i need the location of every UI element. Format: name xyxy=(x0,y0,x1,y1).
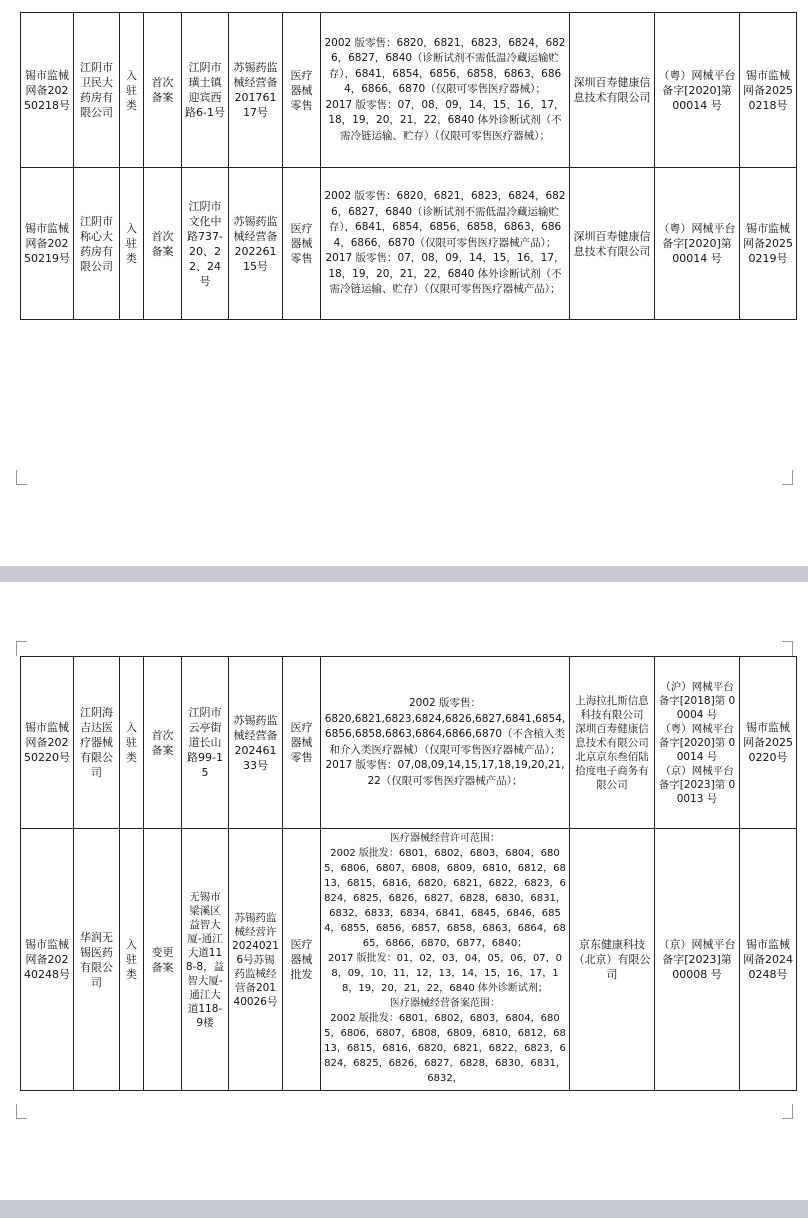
mode-cell: 医疗器械零售 xyxy=(283,657,321,829)
platform-reg-cell: （粤）网械平台备字[2020]第 00014 号 xyxy=(655,168,740,320)
page-corner-mark xyxy=(782,641,793,656)
address-cell: 江阴市璜土镇迎宾西路6-1号 xyxy=(182,13,229,168)
platform-reg-cell: （京）网械平台备字[2023]第 00008 号 xyxy=(655,829,740,1091)
company-cell: 华润无锡医药有限公司 xyxy=(74,829,120,1091)
record-table-1 xyxy=(20,12,797,320)
page-corner-mark xyxy=(16,1104,27,1119)
filing-cell: 首次备案 xyxy=(144,657,182,829)
address-cell: 江阴市云亭街道长山路99-15 xyxy=(182,657,229,829)
mode-cell: 医疗器械批发 xyxy=(283,829,321,1091)
reg-no-cell: 锡市监械网备20250219号 xyxy=(21,168,74,320)
page-gap xyxy=(0,1200,808,1218)
page-top-cut xyxy=(20,0,796,12)
filing-cell: 变更备案 xyxy=(144,829,182,1091)
reg-no-cell: 锡市监械网备20250218号 xyxy=(21,13,74,168)
doc-no-cell: 锡市监械网备20250220号 xyxy=(740,657,797,829)
doc-no-cell: 锡市监械网备20240248号 xyxy=(740,829,797,1091)
page-gap xyxy=(0,566,808,582)
page-corner-mark xyxy=(16,641,27,656)
platform-cell: 深圳百寿健康信息技术有限公司 xyxy=(570,168,655,320)
filing-cell: 首次备案 xyxy=(144,13,182,168)
page-corner-mark xyxy=(782,1104,793,1119)
scope-cell: 2002 版零售：6820，6821，6823，6824，6826，6827，6840（诊断试剂不需低温冷藏运输贮存），6841，6854，6856，6858，6863，6864，6866，6870（仅限可零售医疗器械产品）； 2017 版零售：07，08，09，14，15，16，17，18，19，20，21，22，6840 体外诊断试剂（不需冷链运输、贮存）（仅限可零售医疗器械产品）； xyxy=(321,168,570,320)
mode-cell: 医疗器械零售 xyxy=(283,168,321,320)
platform-reg-cell: （沪）网械平台备字[2018]第 00004 号 （粤）网械平台备字[2020]第 00014 号 （京）网械平台备字[2023]第 00013 号 xyxy=(655,657,740,829)
type-cell: 入驻类 xyxy=(120,13,144,168)
table-row xyxy=(21,13,797,168)
platform-cell: 京东健康科技（北京）有限公司 xyxy=(570,829,655,1091)
table-row xyxy=(21,829,797,1091)
company-cell: 江阴海吉达医疗器械有限公司 xyxy=(74,657,120,829)
page-corner-mark xyxy=(16,470,27,485)
license-cell: 苏锡药监械经营备20246133号 xyxy=(229,657,283,829)
company-cell: 江阴市称心大药房有限公司 xyxy=(74,168,120,320)
license-cell: 苏锡药监械经营备20226115号 xyxy=(229,168,283,320)
scope-cell: 2002 版零售：6820，6821，6823，6824，6826，6827，6840（诊断试剂不需低温冷藏运输贮存），6841，6854，6856，6858，6863，6864，6866，6870（仅限可零售医疗器械）； 2017 版零售：07，08，09，14，15，16，17，18，19，20，21，22，6840 体外诊断试剂（不需冷链运输、贮存）（仅限可零售医疗器械）； xyxy=(321,13,570,168)
license-cell: 苏锡药监械经营许20240216号苏锡药监械经营备20140026号 xyxy=(229,829,283,1091)
scope-cell: 2002 版零售： 6820,6821,6823,6824,6826,6827,6841,6854,6856,6858,6863,6864,6866,6870（不含植入类和介入类医疗器械）（仅限可零售医疗器械产品）； 2017 版零售：07,08,09,14,15,17,18,19,20,21,22（仅限可零售医疗器械产品）； xyxy=(321,657,570,829)
mode-cell: 医疗器械零售 xyxy=(283,13,321,168)
platform-reg-cell: （粤）网械平台备字[2020]第 00014 号 xyxy=(655,13,740,168)
page-1 xyxy=(0,0,808,566)
address-cell: 江阴市文化中路737-20、22、24号 xyxy=(182,168,229,320)
page-corner-mark xyxy=(782,470,793,485)
table-row xyxy=(21,657,797,829)
address-cell: 无锡市梁溪区益智大厦-通江大道118-8，益智大厦-通江大道118-9楼 xyxy=(182,829,229,1091)
reg-no-cell: 锡市监械网备20240248号 xyxy=(21,829,74,1091)
platform-cell: 上海拉扎斯信息科技有限公司 深圳百寿健康信息技术有限公司 北京京东叁佰陆拾度电子商务有限公司 xyxy=(570,657,655,829)
type-cell: 入驻类 xyxy=(120,168,144,320)
filing-cell: 首次备案 xyxy=(144,168,182,320)
type-cell: 入驻类 xyxy=(120,829,144,1091)
reg-no-cell: 锡市监械网备20250220号 xyxy=(21,657,74,829)
license-cell: 苏锡药监械经营备20176117号 xyxy=(229,13,283,168)
platform-cell: 深圳百寿健康信息技术有限公司 xyxy=(570,13,655,168)
doc-no-cell: 锡市监械网备20250218号 xyxy=(740,13,797,168)
type-cell: 入驻类 xyxy=(120,657,144,829)
record-table-2 xyxy=(20,656,797,1091)
scope-cell: 医疗器械经营许可范围： 2002 版批发：6801，6802，6803，6804，6805，6806，6807，6808，6809，6810，6812，6813，6815，6816，6820，6821，6822，6823，6824，6825，6826，6827，6828，6830，6831，6832，6833，6834，6841，6845，6846，6854，6855，6856，6857，6858，6863，6864，6865，6866，6870，6877，6840； 2017 版批发：01，02，03，04，05，06，07，08，09，10，11，12，13，14，15，16，17，18，19，20，21，22，6840 体外诊断试剂； 医疗器械经营备案范围： 2002 版批发：6801，6802，6803，6804，6805，6806，6807，6808，6809，6810，6812，6813，6815，6816，6820，6821，6822，6823，6824，6825，6826，6827，6828，6830，6831，6832， xyxy=(321,829,570,1091)
company-cell: 江阴市卫民大药房有限公司 xyxy=(74,13,120,168)
page-bottom-cut xyxy=(20,1091,796,1095)
doc-no-cell: 锡市监械网备20250219号 xyxy=(740,168,797,320)
page-2 xyxy=(0,582,808,1200)
table-row xyxy=(21,168,797,320)
